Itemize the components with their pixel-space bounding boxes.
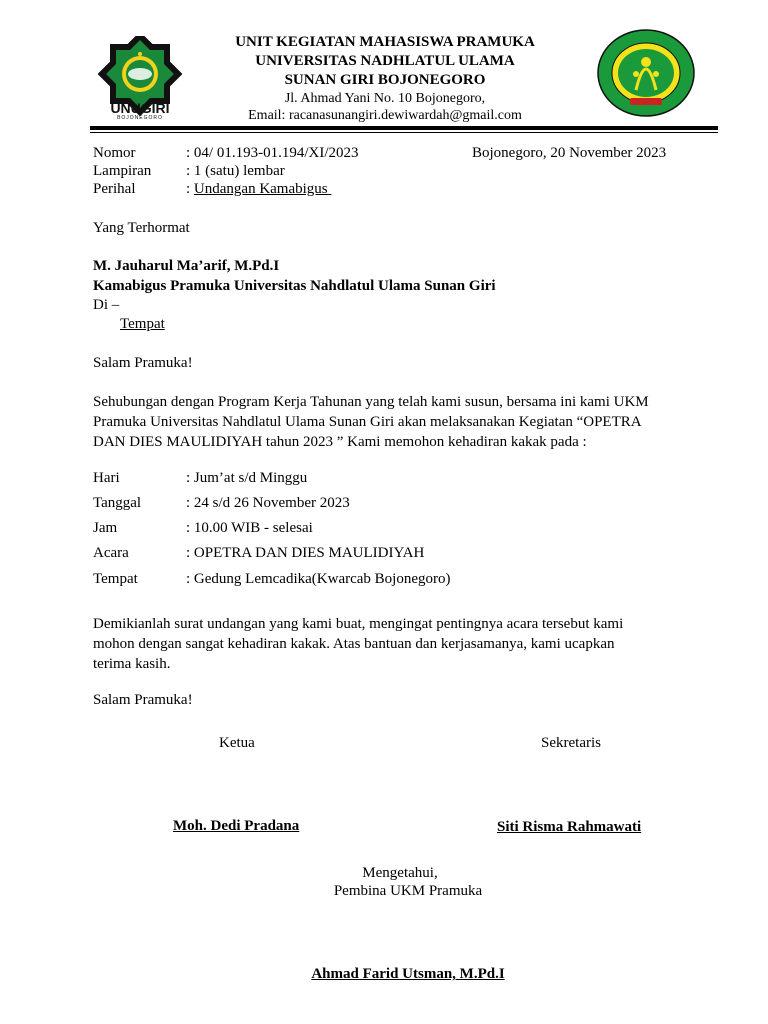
recipient-name: M. Jauharul Ma’arif, M.Pd.I (93, 258, 280, 274)
lampiran-value: : 1 (satu) lembar (186, 163, 285, 179)
detail-value-jam: : 10.00 WIB - selesai (186, 520, 313, 536)
header-line2: UNIVERSITAS NADHLATUL ULAMA (255, 53, 515, 69)
detail-label-jam: Jam (93, 520, 118, 536)
header-line1: UNIT KEGIATAN MAHASISWA PRAMUKA (235, 34, 535, 50)
perihal-value: Undangan Kamabigus (193, 181, 332, 197)
detail-value-hari: : Jum’at s/d Minggu (186, 470, 308, 486)
salam-opening: Salam Pramuka! (93, 355, 193, 371)
nomor-label: Nomor (93, 145, 136, 161)
recipient-title: Kamabigus Pramuka Universitas Nahdlatul Ulama Sunan Giri (93, 278, 496, 294)
closing-line-2: mohon dengan sangat kehadiran kakak. Atas bantuan dan kerjasamanya, kami ucapkan (93, 636, 615, 652)
body-line-2: Pramuka Universitas Nahdlatul Ulama Sunan Giri akan melaksanakan Kegiatan “OPETRA (93, 414, 642, 430)
nomor-value: : 04/ 01.193-01.194/XI/2023 (186, 145, 359, 161)
ketua-role: Ketua (219, 735, 255, 751)
unugiri-logo-name: UNUGIRI (110, 100, 170, 116)
detail-value-tempat: : Gedung Lemcadika(Kwarcab Bojonegoro) (186, 571, 451, 587)
header-email: Email: racanasunangiri.dewiwardah@gmail.com (248, 108, 522, 123)
perihal-field (186, 181, 331, 198)
salam-closing: Salam Pramuka! (93, 692, 193, 708)
recipient-tempat: Tempat (120, 316, 165, 332)
recipient-di: Di – (93, 297, 120, 313)
detail-label-hari: Hari (93, 470, 120, 486)
body-line-1: Sehubungan dengan Program Kerja Tahunan yang telah kami susun, bersama ini kami UKM (93, 394, 649, 410)
detail-value-tanggal: : 24 s/d 26 November 2023 (186, 495, 350, 511)
perihal-label: Perihal (93, 181, 136, 197)
mengetahui: Mengetahui, (362, 865, 438, 881)
perihal-colon: : (186, 181, 194, 197)
pembina-name: Ahmad Farid Utsman, M.Pd.I (311, 966, 505, 982)
detail-value-acara: : OPETRA DAN DIES MAULIDIYAH (186, 545, 425, 561)
body-paragraph (93, 392, 693, 452)
detail-label-tempat: Tempat (93, 571, 138, 587)
sekretaris-role: Sekretaris (541, 735, 601, 751)
closing-line-3: terima kasih. (93, 656, 171, 672)
racana-logo (596, 28, 696, 118)
letter-date: Bojonegoro, 20 November 2023 (472, 145, 667, 161)
closing-line-1: Demikianlah surat undangan yang kami buat, mengingat pentingnya acara tersebut kami (93, 616, 624, 632)
ketua-name: Moh. Dedi Pradana (173, 818, 300, 834)
body-line-3: DAN DIES MAULIDIYAH tahun 2023 ” Kami memohon kehadiran kakak pada : (93, 434, 587, 450)
unugiri-logo-sub: BOJONEGORO (117, 115, 163, 121)
lampiran-label: Lampiran (93, 163, 152, 179)
detail-label-acara: Acara (93, 545, 129, 561)
closing-paragraph (93, 614, 693, 674)
sekretaris-name: Siti Risma Rahmawati (497, 819, 642, 835)
detail-label-tanggal: Tanggal (93, 495, 142, 511)
header-rule-thin (90, 132, 718, 133)
pembina-role: Pembina UKM Pramuka (333, 883, 483, 899)
header-address: Jl. Ahmad Yani No. 10 Bojonegoro, (284, 91, 486, 106)
header-rule-thick (90, 126, 718, 130)
greeting: Yang Terhormat (93, 220, 190, 236)
header-line3: SUNAN GIRI BOJONEGORO (284, 72, 486, 88)
